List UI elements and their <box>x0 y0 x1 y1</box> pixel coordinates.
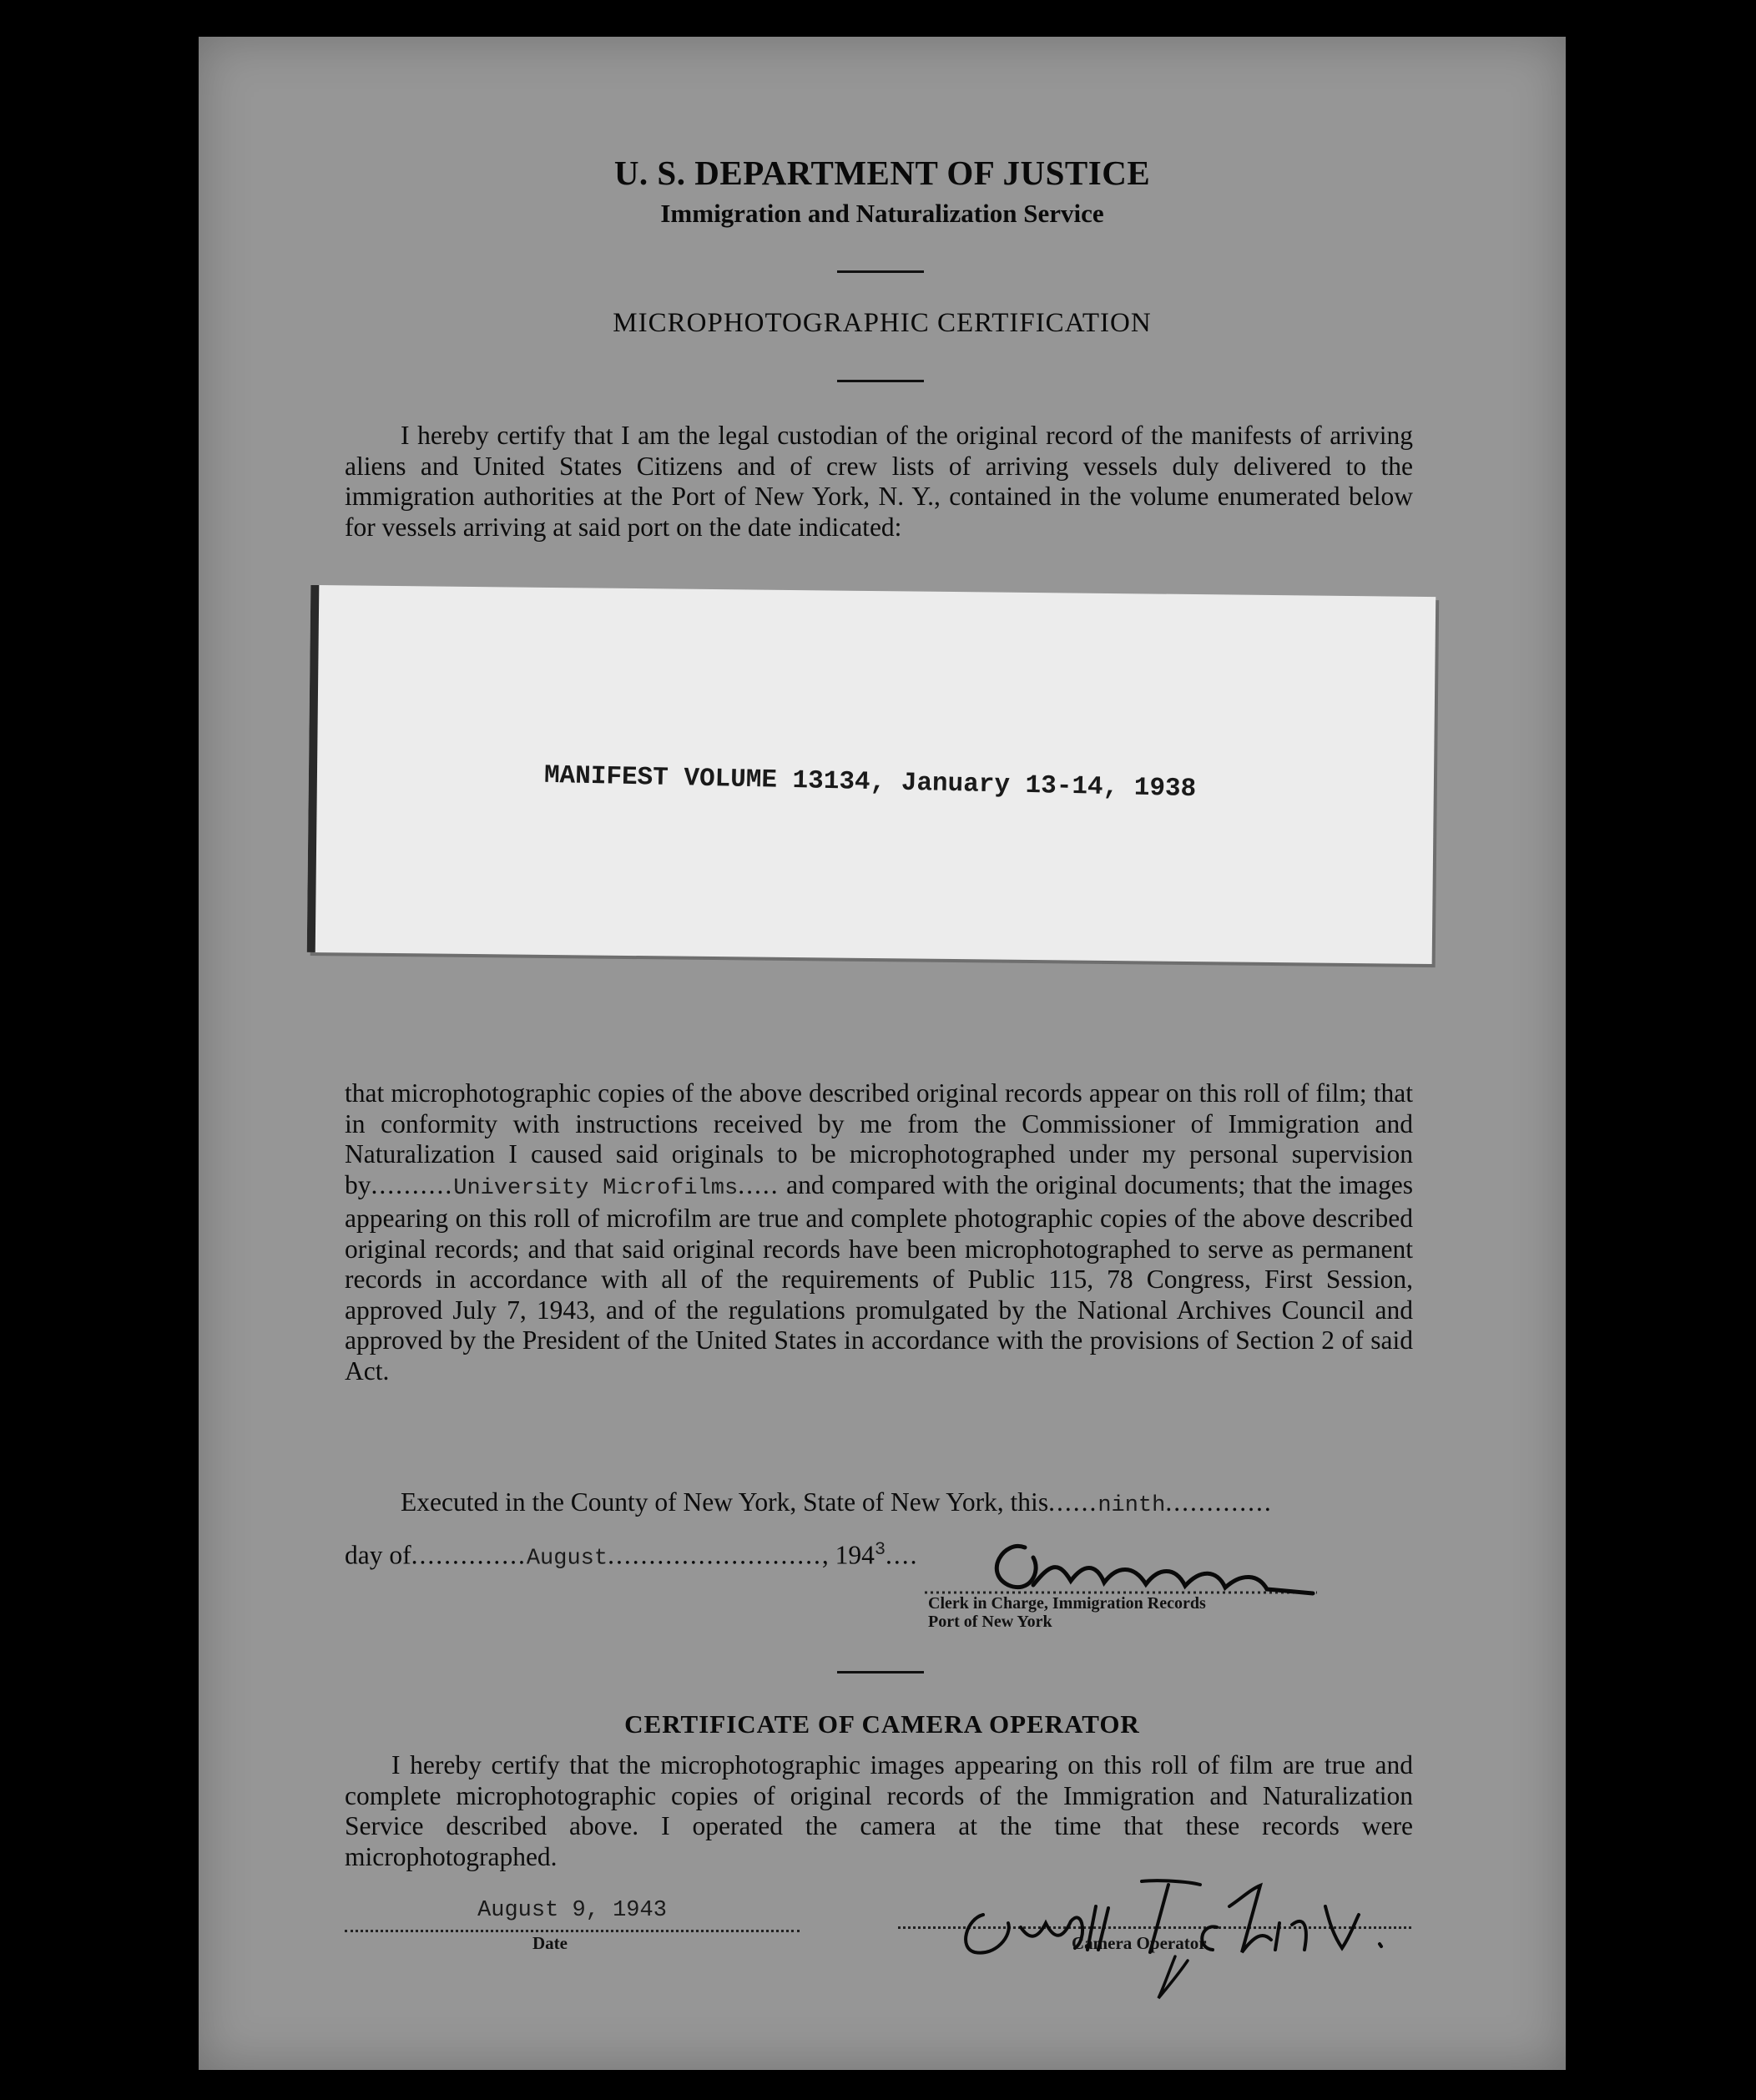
statement-part-1: that microphotographic copies of the above described original records appear on this roll of film; that in conformity with instructions received by me from the Commissioner of Immigration and Naturalization I caused said originals to be microphotographed under my personal supervision by <box>345 1078 1413 1199</box>
execution-month-value: August <box>526 1546 608 1572</box>
camera-operator-label: Camera Operator <box>1072 1933 1207 1953</box>
date-line <box>345 1896 800 1932</box>
clerk-title <box>928 1594 1206 1631</box>
custodian-statement: I hereby certify that I am the legal custodian of the original record of the manifests of arriving aliens and United States Citizens and of crew lists of arriving vessels duly delivered to the immigration authorities at the Port of New York, N. Y., contained in the volume enumerated below for vessels arriving at said port on the date indicated: <box>345 421 1413 542</box>
execution-day-value: ninth <box>1098 1493 1166 1518</box>
execution-prefix: Executed in the County of New York, State of New York, this <box>401 1487 1049 1517</box>
divider-rule <box>837 1671 924 1673</box>
camera-operator-title: CERTIFICATE OF CAMERA OPERATOR <box>624 1709 1140 1739</box>
operator-company-value: University Microfilms <box>453 1175 739 1201</box>
year-digit-value: 3 <box>874 1539 886 1560</box>
year-prefix: , 194 <box>821 1540 875 1570</box>
execution-line: Executed in the County of New York, State of New York, this......ninth............. <box>401 1487 1273 1518</box>
camera-operator-statement: I hereby certify that the microphotographic images appearing on this roll of film are true and complete microphotographic copies of original records of the Immigration and Naturalization Service described above. I operated the camera at the time that these records were microphotographed. <box>345 1750 1413 1871</box>
clerk-title-line-1: Clerk in Charge, Immigration Records <box>928 1594 1206 1613</box>
statement-part-2: and compared with the original documents; that the images appearing on this roll of microfilm are true and complete photographic copies of the above described original records; and that said original records have been microphotographed to serve as permanent records in accordance with all of the requirements of Public 115, 78 Congress, First Session, approved July 7, 1943, and of the regulations promulgated by the National Archives Council and approved by the President of the United States in accordance with the provisions of Section 2 of said Act. <box>345 1169 1414 1386</box>
day-of-line: day of..............August.........................., $194^3$.... <box>345 1539 919 1572</box>
certificate-sheet <box>199 37 1566 2070</box>
divider-rule <box>837 270 924 273</box>
divider-rule <box>837 380 924 382</box>
service-subtitle: Immigration and Naturalization Service <box>660 199 1104 228</box>
manifest-card <box>307 585 1436 964</box>
manifest-volume-text: MANIFEST VOLUME 13134, January 13-14, 1938 <box>543 760 1197 805</box>
department-title: U. S. DEPARTMENT OF JUSTICE <box>613 154 1151 192</box>
camera-operator-signature <box>950 1856 1417 2007</box>
certification-title: MICROPHOTOGRAPHIC CERTIFICATION <box>613 308 1152 338</box>
date-label: Date <box>532 1933 568 1953</box>
microphotograph-statement: that microphotographic copies of the above described original records appear on this roll of film; that in conformity with instructions received by me from the Commissioner of Immigration and Naturalization I caused said originals to be microphotographed under my personal supervision by..........University Microfilms..... and compared with the original documents; that the images appearing on this roll of microfilm are true and complete photographic copies of the above described original records; and that said original records have been microphotographed to serve as permanent records in accordance with all of the requirements of Public 115, 78 Congress, First Session, approved July 7, 1943, and of the regulations promulgated by the National Archives Council and approved by the President of the United States in accordance with the provisions of Section 2 of said Act. <box>345 1078 1414 1386</box>
date-value: August 9, 1943 <box>477 1898 667 1923</box>
day-of-label: day of <box>345 1540 411 1570</box>
clerk-title-line-2: Port of New York <box>928 1613 1052 1631</box>
